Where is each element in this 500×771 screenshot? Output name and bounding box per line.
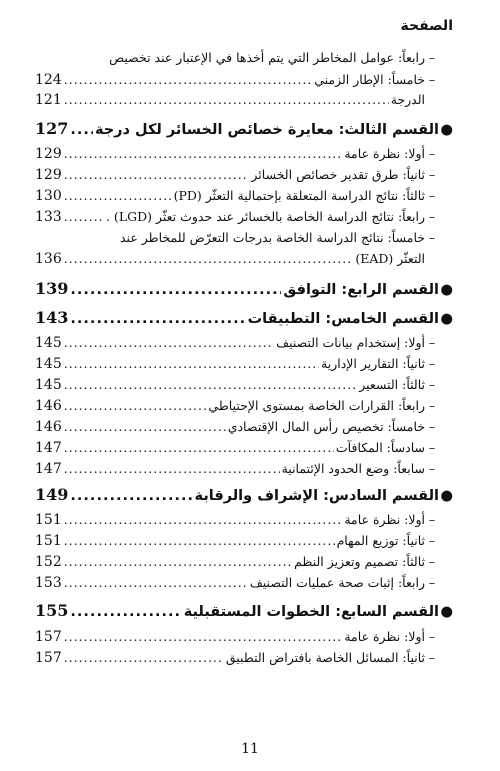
toc-subentry — [35, 461, 453, 477]
dot-leader — [70, 122, 93, 138]
toc-subentry-continuation — [35, 251, 453, 267]
toc-page-number: 146 — [35, 398, 62, 414]
toc-entry-title: سابعاً: وضع الحدود الإئتمانية — [281, 461, 425, 476]
toc-subentry — [35, 398, 453, 414]
toc-entry-title-continuation: التعثّر (EAD) — [355, 251, 425, 266]
toc-subentry — [35, 629, 453, 645]
toc-page-number: 151 — [35, 533, 62, 549]
toc-entry-title-continuation: الدرجة — [390, 92, 425, 107]
toc-page-number: 129 — [35, 146, 62, 162]
toc-page-number: 124 — [35, 72, 62, 88]
toc-entry-title: سادساً: المكافآت — [335, 440, 425, 455]
toc-entry-title: أولا: نظرة عامة — [344, 629, 425, 644]
toc-subentry — [35, 72, 453, 88]
toc-entry-title: القسم السادس: الإشراف والرقابة — [194, 488, 439, 504]
dot-leader — [64, 419, 226, 434]
toc-subentry — [35, 230, 453, 245]
dot-leader — [64, 356, 319, 371]
toc-entry-title: ثانياً: توزيع المهام — [336, 533, 425, 548]
page-number: 11 — [241, 741, 259, 757]
toc-subentry — [35, 335, 453, 351]
toc-entry-title: أولا: نظرة عامة — [344, 512, 425, 527]
dot-leader — [64, 461, 280, 476]
toc-entry-title: خامساً: نتائج الدراسة الخاصة بدرجات التعرّض للمخاطر عند — [120, 230, 425, 245]
dash-icon: – — [428, 575, 436, 590]
toc-entry-title: رابعاً: القرارات الخاصة بمستوى الإحتياطي — [208, 398, 425, 413]
toc-entry-title: ثالثاً: التسعير — [359, 377, 425, 392]
dot-leader — [70, 604, 181, 620]
bullet-icon: ● — [440, 488, 453, 504]
toc-subentry — [35, 650, 453, 666]
toc-subentry — [35, 209, 453, 225]
toc-entry-title: القسم الخامس: التطبيقات — [247, 311, 439, 327]
dot-leader — [64, 188, 172, 203]
dot-leader — [64, 377, 358, 392]
dash-icon: – — [428, 230, 436, 245]
toc-page-number: 147 — [35, 440, 62, 456]
toc-page-number: 127 — [35, 119, 69, 138]
toc-entry-title: ثانياً: التقارير الإدارية — [321, 356, 425, 371]
toc-section-entry — [35, 485, 453, 504]
dash-icon: – — [428, 167, 436, 182]
toc-subentry — [35, 50, 453, 65]
dot-leader — [64, 533, 335, 548]
dash-icon: – — [428, 419, 436, 434]
dash-icon: – — [428, 72, 436, 87]
toc-subentry — [35, 167, 453, 183]
toc-entry-title: ثانياً: طرق تقدير خصائص الخسائر — [251, 167, 425, 182]
dash-icon: – — [428, 650, 436, 665]
dot-leader — [64, 629, 343, 644]
bullet-icon: ● — [440, 122, 453, 138]
toc-subentry — [35, 188, 453, 204]
toc-page-number: 153 — [35, 575, 62, 591]
toc-page-number: 139 — [35, 279, 69, 298]
toc-entry-title: ثالثاً: نتائج الدراسة المتعلقة بإحتمالية التعثّر (PD) — [173, 188, 425, 203]
toc-subentry — [35, 356, 453, 372]
toc-section-entry — [35, 601, 453, 620]
dash-icon: – — [428, 50, 436, 65]
toc-entry-title: رابعاً: عوامل المخاطر التي يتم أخذها في الإعتبار عند تخصيص — [109, 50, 425, 65]
toc-page-number: 145 — [35, 335, 62, 351]
dot-leader — [64, 72, 312, 87]
toc-section-entry — [35, 308, 453, 327]
toc-page-number: 136 — [35, 251, 62, 267]
toc-subentry-continuation — [35, 92, 453, 108]
toc-subentry — [35, 440, 453, 456]
dash-icon: – — [428, 554, 436, 569]
toc-page-number: 151 — [35, 512, 62, 528]
toc-subentry — [35, 146, 453, 162]
dot-leader — [64, 554, 292, 569]
dot-leader — [64, 440, 334, 455]
toc-page-number: 130 — [35, 188, 62, 204]
dash-icon: – — [428, 629, 436, 644]
dot-leader — [64, 167, 250, 182]
toc-entry-title: خامساً: الإطار الزمني — [314, 72, 425, 87]
dot-leader — [70, 282, 281, 298]
toc-page-number: 121 — [35, 92, 62, 108]
toc-subentry — [35, 533, 453, 549]
toc-page-number: 152 — [35, 554, 62, 570]
dot-leader — [64, 335, 274, 350]
dot-leader — [70, 488, 192, 504]
toc-subentry — [35, 419, 453, 435]
dash-icon: – — [428, 512, 436, 527]
dash-icon: – — [428, 146, 436, 161]
toc-entry-title: القسم السابع: الخطوات المستقبلية — [183, 604, 439, 620]
dot-leader — [64, 512, 343, 527]
toc-section-entry — [35, 279, 453, 298]
dash-icon: – — [428, 356, 436, 371]
toc-entry-title: ثانياً: المسائل الخاصة بافتراض التطبيق — [225, 650, 425, 665]
toc-page-number: 146 — [35, 419, 62, 435]
toc-entry-title: أولا: إستخدام بيانات التصنيف — [276, 335, 425, 350]
toc-page-number: 145 — [35, 356, 62, 372]
dot-leader — [64, 398, 207, 413]
dash-icon: – — [428, 209, 436, 224]
toc-entry-title: القسم الثالث: معايرة خصائص الخسائر لكل درجة — [94, 122, 439, 138]
toc-entry-title: أولا: نظرة عامة — [344, 146, 425, 161]
toc-entry-title: رابعاً: نتائج الدراسة الخاصة بالخسائر عند حدوث تعثّر (LGD) . — [105, 209, 425, 224]
toc-page-number: 149 — [35, 485, 69, 504]
toc-entry-title: خامساً: تخصيص رأس المال الإقتصادي — [227, 419, 425, 434]
bullet-icon: ● — [440, 604, 453, 620]
toc-subentry — [35, 377, 453, 393]
dot-leader — [64, 575, 248, 590]
toc-entry-title: القسم الرابع: التوافق — [283, 282, 439, 298]
dot-leader — [64, 146, 343, 161]
bullet-icon: ● — [440, 311, 453, 327]
toc-subentry — [35, 575, 453, 591]
page-column-header: الصفحة — [400, 18, 453, 34]
toc-entry-title: رابعاً: إثبات صحة عمليات التصنيف — [249, 575, 425, 590]
toc-page-number: 129 — [35, 167, 62, 183]
bullet-icon: ● — [440, 282, 453, 298]
toc-subentry — [35, 512, 453, 528]
toc-page-number: 145 — [35, 377, 62, 393]
toc-subentry — [35, 554, 453, 570]
dash-icon: – — [428, 188, 436, 203]
dash-icon: – — [428, 440, 436, 455]
dash-icon: – — [428, 398, 436, 413]
toc-page-number: 155 — [35, 601, 69, 620]
toc-page-number: 133 — [35, 209, 62, 225]
dash-icon: – — [428, 533, 436, 548]
dot-leader — [64, 650, 224, 665]
dot-leader — [70, 311, 245, 327]
dash-icon: – — [428, 377, 436, 392]
toc-page-number: 157 — [35, 650, 62, 666]
dot-leader — [64, 209, 104, 224]
toc-page-number: 147 — [35, 461, 62, 477]
toc-page-number: 143 — [35, 308, 69, 327]
dash-icon: – — [428, 335, 436, 350]
toc-page-number: 157 — [35, 629, 62, 645]
dot-leader — [64, 92, 389, 107]
toc-entry-title: ثالثاً: تصميم وتعزيز النظم — [294, 554, 425, 569]
dash-icon: – — [428, 461, 436, 476]
dot-leader — [64, 251, 354, 266]
toc-section-entry — [35, 119, 453, 138]
